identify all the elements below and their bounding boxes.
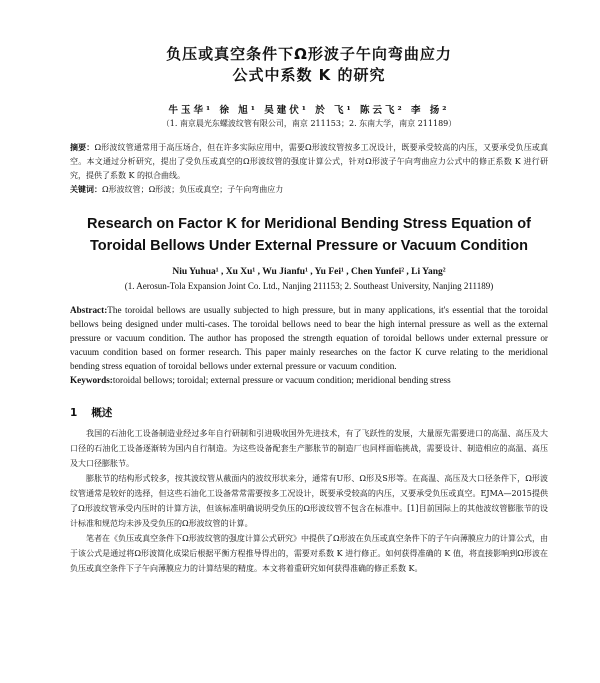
english-title-line-2: Toroidal Bellows Under External Pressure or Vacuum Condition	[89, 238, 529, 254]
english-abstract-label: Abstract:	[70, 305, 108, 315]
chinese-title-line-1: 负压或真空条件下Ω形波子午向弯曲应力	[166, 45, 452, 63]
body-paragraph: 我国的石油化工设备制造业经过多年自行研制和引进吸收国外先进技术，有了飞跃性的发展，大量原先需要进口的高温、高压及大口径的石油化工设备逐渐转为国内自行制造。为这些设备配套生产膨胀节的制造厂也同样面临挑战，需要设计、制造相应的高温、高压及大口径膨胀节。	[70, 429, 548, 468]
section-body	[70, 426, 548, 576]
chinese-keywords	[70, 183, 548, 197]
body-paragraph: 膨胀节的结构形式较多，按其波纹管从截面内的波纹形状来分，通常有U形、Ω形及S形等。在高温、高压及大口径条件下，Ω形波纹管通常是较好的选择，但这些石油化工设备常常需要按多工况设计，既要承受较高的内压，又要承受负压或真空。EJMA—2015提供了Ω形波纹管承受内压时的计算方法，但该标准明确说明受负压的Ω形波纹管不包含在标准中。[1]目前国际上的其他波纹管膨胀节的设计标准和规范均未涉及受负压的Ω形波纹管的计算。	[70, 474, 548, 528]
chinese-affiliation: （1. 南京晨光东螺波纹管有限公司，南京 211153；2. 东南大学，南京 211189）	[161, 119, 457, 128]
chinese-abstract-text: Ω形波纹管通常用于高压场合，但在许多实际应用中，需要Ω形波纹管按多工况设计，既要承受较高的内压，又要承受负压或真空。本文通过分析研究，提出了受负压或真空的Ω形波纹管的强度计算公式，针对Ω形波子午向弯曲应力公式中的修正系数 K 进行研究，提供了系数 K 的拟合曲线。	[70, 143, 548, 180]
chinese-authors: 牛玉华¹ 徐 旭¹ 吴建伏¹ 於 飞¹ 陈云飞² 李 扬²	[168, 105, 450, 116]
english-title-line-1: Research on Factor K for Meridional Bending Stress Equation of	[87, 216, 531, 232]
section-heading	[70, 405, 548, 420]
chinese-keywords-text: Ω形波纹管；Ω形波；负压或真空；子午向弯曲应力	[102, 185, 284, 194]
english-affiliation: (1. Aerosun-Tola Expansion Joint Co. Ltd., Nanjing 211153; 2. Southeast University, Nanjing 211189)	[124, 281, 494, 291]
english-abstract-text: The toroidal bellows are usually subjected to high pressure, but in many applications, it's essential that the toroidal bellows being designed under multi-cases. The toroidal bellows need to bear the high internal pressure as well as the external pressure or vacuum condition. The author has proposed the strength equation of toroidal bellows under external pressure or vacuum condition based on former research. This paper mainly researches on the factor K curve relating to the meridional bending stress equation of toroidal bellows under external pressure or vacuum condition.	[70, 305, 548, 371]
section-number: 1	[70, 407, 78, 419]
chinese-keywords-label: 关键词：	[70, 185, 102, 194]
english-keywords-label: Keywords:	[70, 375, 113, 385]
body-paragraph: 笔者在《负压或真空条件下Ω形波纹管的强度计算公式研究》中提供了Ω形波在负压或真空条件下的子午向薄膜应力的计算公式，由于该公式是通过将Ω形波简化成梁后根据平衡方程推导得出的，需要对系数 K 进行修正。如何获得准确的 K 值，将直接影响到Ω形波在负压或真空条件下子午向薄膜应力的计算结果的精度。本文将着重研究如何获得准确的修正系数 K。	[70, 534, 548, 573]
chinese-abstract-label: 摘要：	[70, 143, 95, 152]
chinese-title-line-2: 公式中系数 K 的研究	[232, 66, 386, 84]
english-authors: Niu Yuhua¹ , Xu Xu¹ , Wu Jianfu¹ , Yu Fei¹ , Chen Yunfei² , Li Yang²	[172, 267, 446, 277]
english-abstract	[70, 303, 548, 373]
english-keywords	[70, 373, 548, 387]
section-title: 概述	[91, 407, 113, 419]
chinese-abstract	[70, 141, 548, 183]
english-keywords-text: toroidal bellows; toroidal; external pressure or vacuum condition; meridional bending stress	[112, 375, 451, 385]
